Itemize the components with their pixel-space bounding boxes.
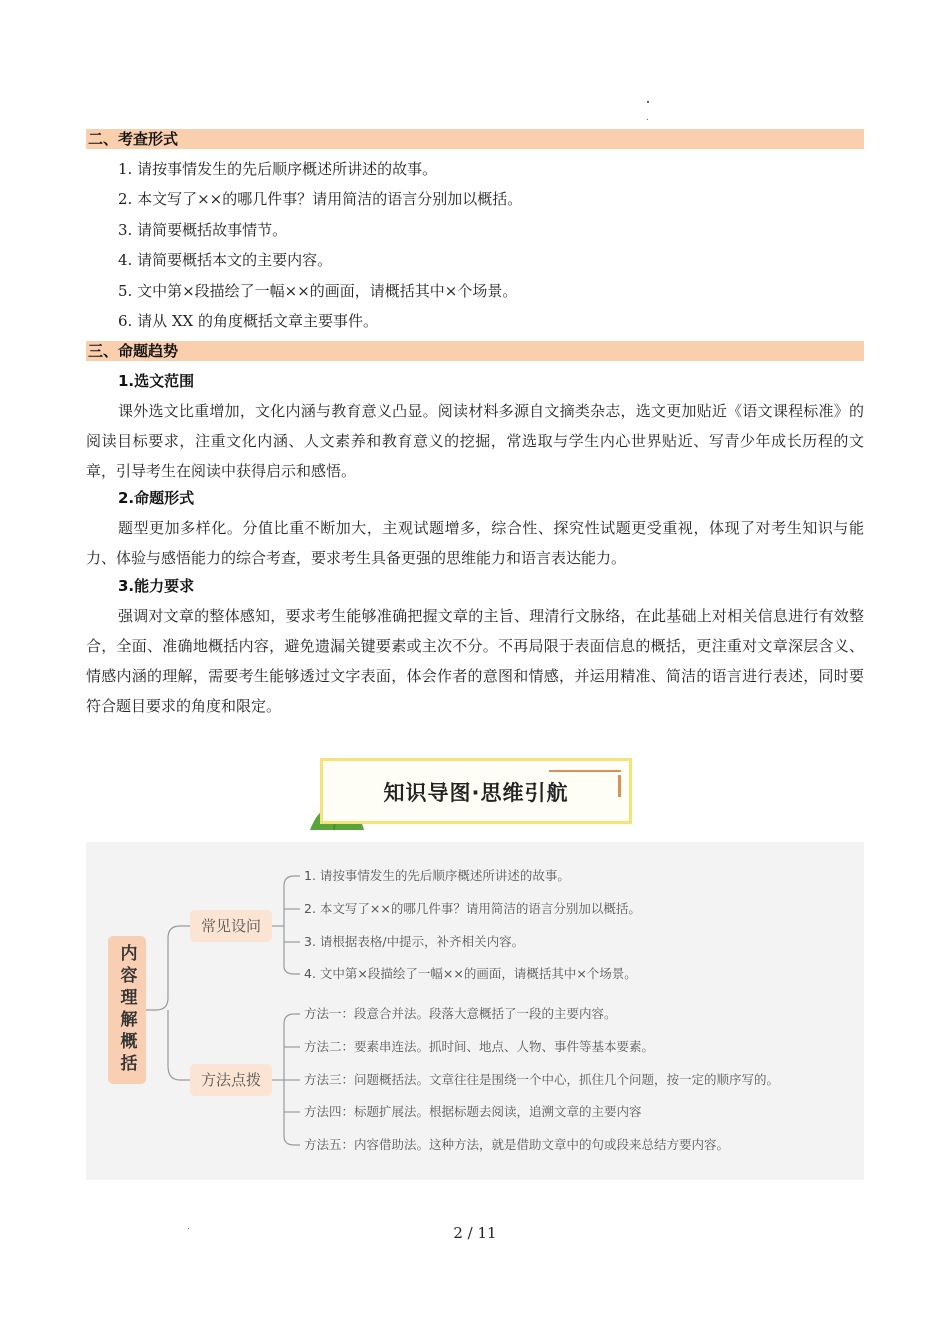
mindmap-branch-methods: 方法点拨	[190, 1064, 272, 1096]
page-number: 2 / 11	[453, 1224, 497, 1242]
speck	[647, 119, 648, 120]
exam-form-item: 1. 请按事情发生的先后顺序概述所讲述的故事。	[118, 160, 438, 178]
speck	[647, 101, 649, 103]
mindmap-root: 内容理解概括	[108, 936, 146, 1084]
banner-title: 知识导图·思维引航	[383, 781, 569, 805]
mindmap-leaf: 方法五：内容借助法。这种方法，就是借助文章中的句或段来总结方要内容。	[304, 1137, 730, 1152]
mindmap-leaf: 方法三：问题概括法。文章往往是围绕一个中心，抓住几个问题，按一定的顺序写的。	[304, 1072, 780, 1087]
mindmap	[86, 842, 864, 1180]
exam-form-item: 3. 请简要概括故事情节。	[118, 221, 288, 239]
subheading-ability: 3.能力要求	[118, 577, 195, 595]
paragraph-text-scope: 课外选文比重增加，文化内涵与教育意义凸显。阅读材料多源自文摘类杂志，选文更加贴近《语文课程标准》的阅读目标要求，注重文化内涵、人文素养和教育意义的挖掘，常选取与学生内心世界贴近、写青少年成长历程的文章，引导考生在阅读中获得启示和感悟。	[86, 402, 864, 480]
mindmap-leaf: 方法四：标题扩展法。根据标题去阅读，追溯文章的主要内容	[304, 1104, 642, 1119]
banner-accent-line	[549, 770, 621, 772]
section-heading-exam-forms: 二、考查形式	[86, 129, 864, 149]
subheading-question-form: 2.命题形式	[118, 489, 195, 507]
paragraph-question-form: 题型更加多样化。分值比重不断加大，主观试题增多，综合性、探究性试题更受重视，体现了对考生知识与能力、体验与感悟能力的综合考查，要求考生具备更强的思维能力和语言表达能力。	[86, 519, 864, 567]
exam-form-item: 6. 请从 XX 的角度概括文章主要事件。	[118, 312, 378, 330]
mindmap-banner	[320, 758, 632, 824]
exam-form-item: 5. 文中第×段描绘了一幅××的画面，请概括其中×个场景。	[118, 282, 518, 300]
exam-form-item: 4. 请简要概括本文的主要内容。	[118, 251, 333, 269]
mindmap-leaf: 2. 本文写了××的哪几件事？请用简洁的语言分别加以概括。	[304, 901, 641, 916]
exam-form-item: 2. 本文写了××的哪几件事？请用简洁的语言分别加以概括。	[118, 190, 523, 208]
mindmap-branch-common-questions: 常见设问	[190, 910, 272, 942]
mindmap-leaf: 4. 文中第×段描绘了一幅××的画面，请概括其中×个场景。	[304, 966, 637, 981]
mindmap-leaf: 3. 请根据表格/中提示，补齐相关内容。	[304, 934, 525, 949]
mindmap-leaf: 方法一：段意合并法。段落大意概括了一段的主要内容。	[304, 1006, 617, 1021]
subheading-text-scope: 1.选文范围	[118, 372, 195, 390]
mindmap-leaf: 方法二：要素串连法。抓时间、地点、人物、事件等基本要素。	[304, 1039, 655, 1054]
paragraph-ability: 强调对文章的整体感知，要求考生能够准确把握文章的主旨、理清行文脉络，在此基础上对相关信息进行有效整合，全面、准确地概括内容，避免遗漏关键要素或主次不分。不再局限于表面信息的概括，更注重对文章深层含义、情感内涵的理解，需要考生能够透过文字表面，体会作者的意图和情感，并运用精准、简洁的语言进行表述，同时要符合题目要求的角度和限定。	[86, 607, 864, 715]
section-heading-trends: 三、命题趋势	[86, 341, 864, 361]
mindmap-leaf: 1. 请按事情发生的先后顺序概述所讲述的故事。	[304, 868, 570, 883]
